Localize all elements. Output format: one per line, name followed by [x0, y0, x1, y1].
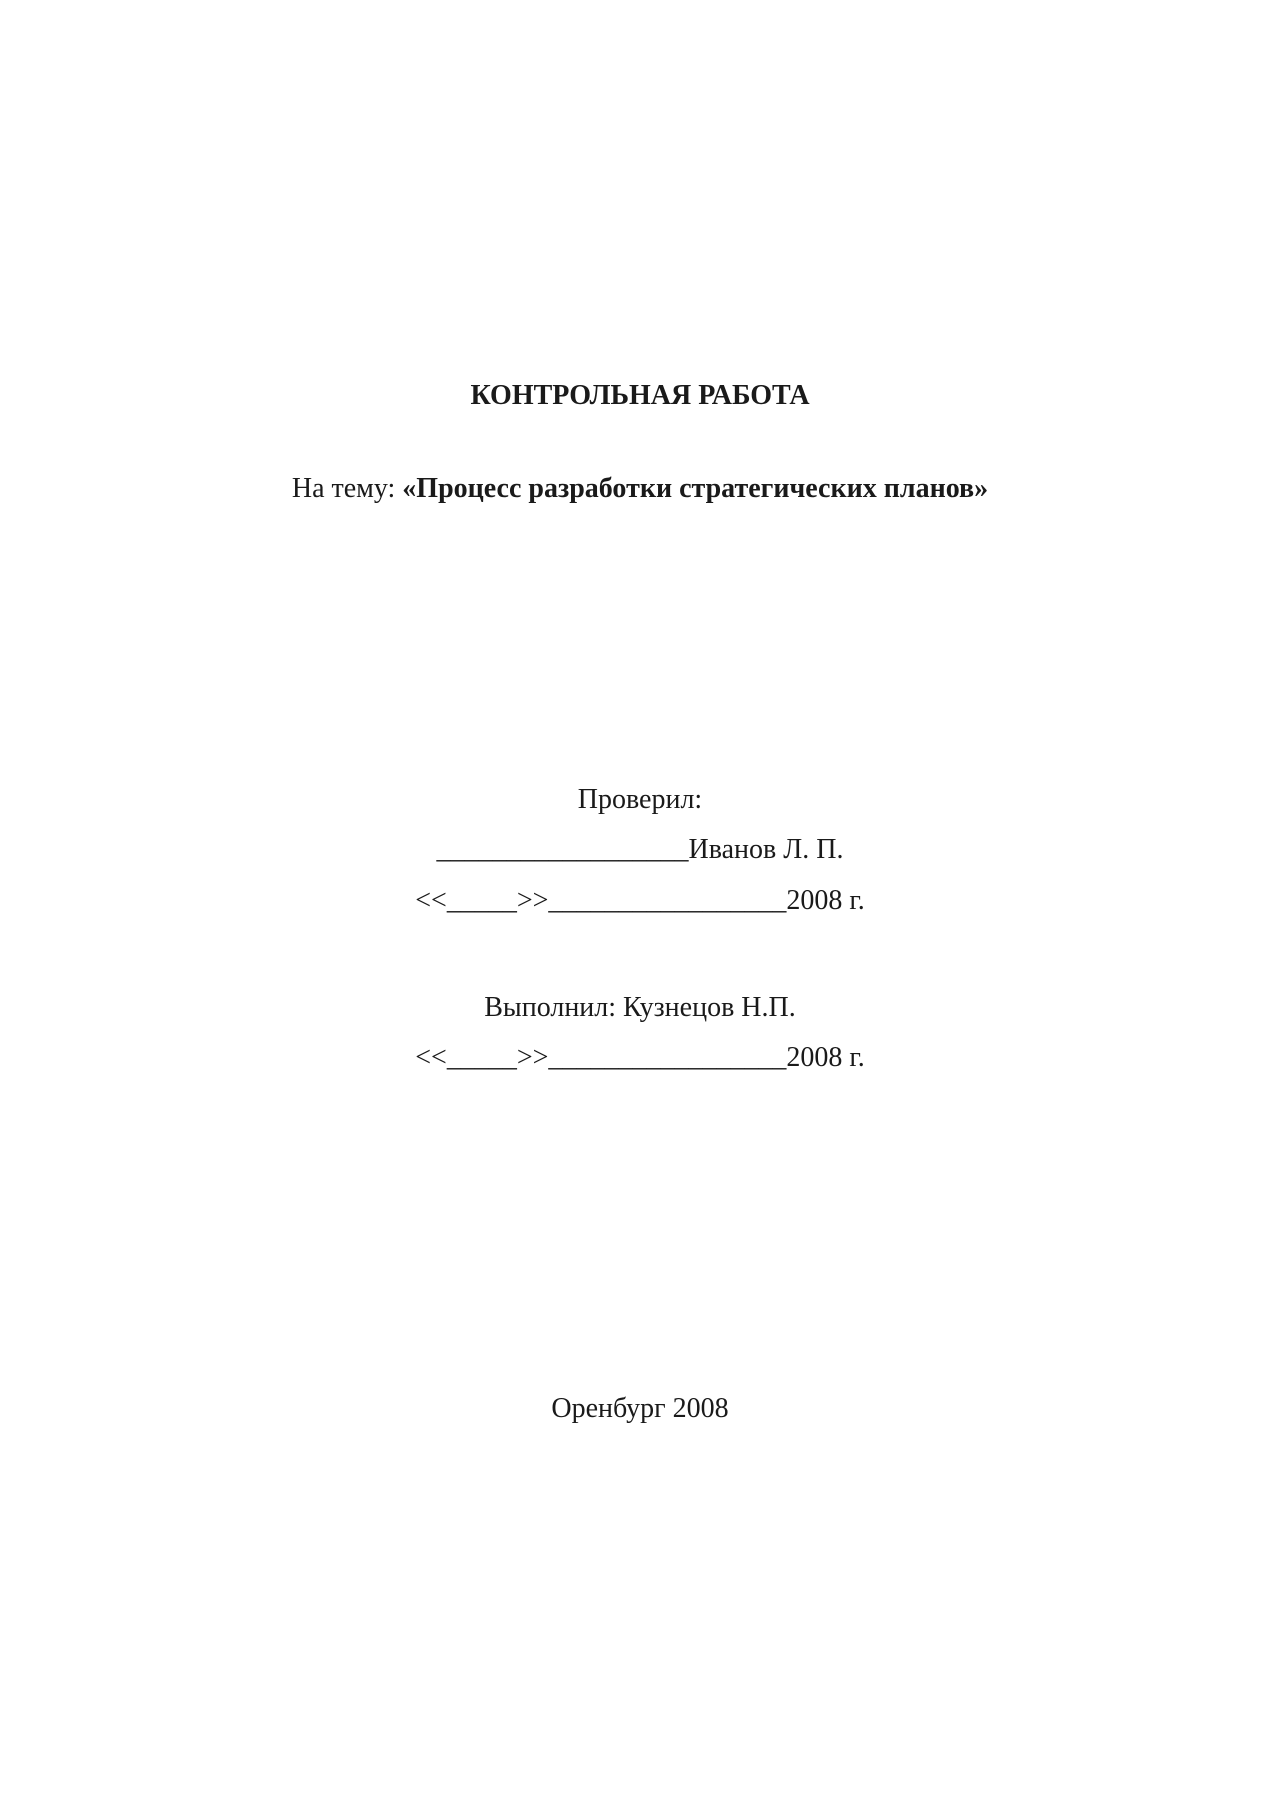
topic-prefix: На тему: [291, 473, 403, 504]
topic-text: «Процесс разработки стратегических планов» [402, 473, 989, 504]
checked-signature-line: __________________Иванов Л. П. [436, 834, 844, 865]
checked-date-line: <<_____>>_________________2008 г. [415, 885, 865, 916]
performed-date-line: <<_____>>_________________2008 г. [415, 1042, 865, 1073]
performed-by-line: Выполнил: Кузнецов Н.П. [484, 992, 796, 1023]
document-title: КОНТРОЛЬНАЯ РАБОТА [470, 380, 810, 411]
topic-line [0, 472, 1280, 506]
checked-label: Проверил: [577, 784, 703, 815]
city-year: Оренбург 2008 [551, 1393, 729, 1424]
